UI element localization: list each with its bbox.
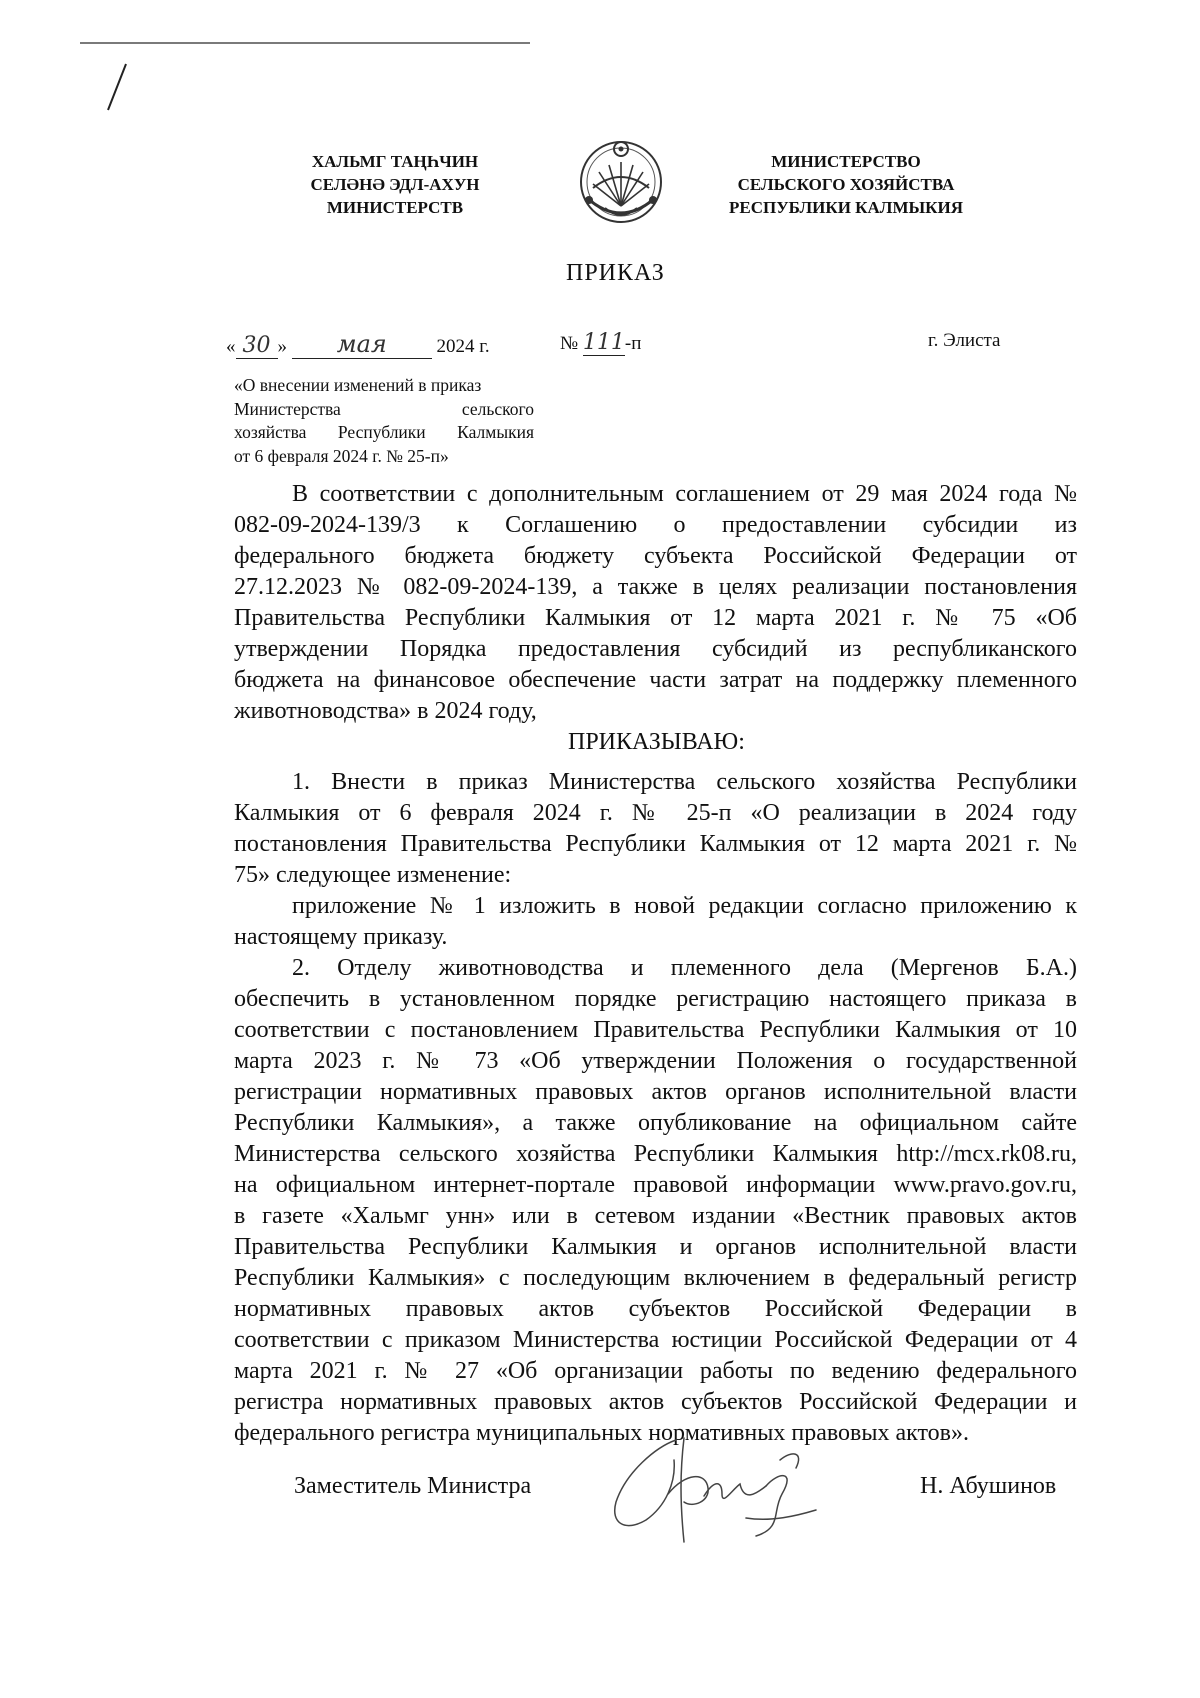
item1-line: 1. Внести в приказ Министерства сельского хозяйства Республики — [292, 769, 1077, 795]
signatory-name: Н. Абушинов — [920, 1473, 1057, 1499]
date-month: мая — [292, 330, 432, 359]
order-number — [560, 330, 641, 356]
preamble-line: 27.12.2023 № 082-09-2024-139, а также в целях реализации постановления — [234, 574, 1077, 600]
preamble-line: Правительства Республики Калмыкия от 12 марта 2021 г. № 75 «Об — [234, 605, 1077, 631]
city: г. Элиста — [928, 330, 1001, 351]
item2-line: регистра нормативных правовых актов субъектов Российской Федерации и — [234, 1389, 1077, 1415]
item2-line: марта 2023 г. № 73 «Об утверждении Положения о государственной — [234, 1048, 1077, 1074]
document-title: ПРИКАЗ — [566, 260, 665, 286]
letterhead-right — [726, 150, 966, 219]
item2-line: в газете «Хальмг унн» или в сетевом издании «Вестник правовых актов — [234, 1203, 1077, 1229]
letterhead-right-line: МИНИСТЕРСТВО — [771, 152, 921, 171]
item2-line: обеспечить в установленном порядке регистрацию настоящего приказа в — [234, 986, 1077, 1012]
item1-line: 75» следующее изменение: — [234, 862, 512, 888]
date-year: 2024 г. — [436, 336, 490, 357]
scan-edge-line — [80, 42, 530, 44]
item2-line: Республики Калмыкия» с последующим включением в федеральный регистр — [234, 1265, 1077, 1291]
preamble-line: утверждении Порядка предоставления субсидий из республиканского — [234, 636, 1077, 662]
subject-line: от 6 февраля 2024 г. № 25-п» — [234, 445, 449, 466]
item2-line: соответствии с постановлением Правительства Республики Калмыкия от 10 — [234, 1017, 1077, 1043]
letterhead-left-line: СЕЛӘНӘ ЭДЛ-АХУН — [310, 175, 480, 194]
subject-block — [234, 374, 534, 468]
date-quote: « — [226, 336, 236, 357]
item2-line: регистрации нормативных правовых актов органов исполнительной власти — [234, 1079, 1077, 1105]
date-line — [226, 330, 490, 359]
item2-line: федерального регистра муниципальных нормативных правовых актов». — [234, 1420, 969, 1446]
letterhead-right-line: РЕСПУБЛИКИ КАЛМЫКИЯ — [728, 198, 964, 217]
item1-line: приложение № 1 изложить в новой редакции согласно приложению к — [292, 893, 1077, 919]
number-suffix: -п — [624, 333, 642, 354]
item1-line: настоящему приказу. — [234, 924, 448, 950]
item2-line: соответствии с приказом Министерства юстиции Российской Федерации от 4 — [234, 1327, 1077, 1353]
pen-mark — [96, 62, 136, 112]
item2-line: марта 2021 г. № 27 «Об организации работы по ведению федерального — [234, 1358, 1077, 1384]
date-quote: » — [277, 336, 287, 357]
preamble-line: В соответствии с дополнительным соглашением от 29 мая 2024 года № — [292, 481, 1077, 507]
preamble-line: федерального бюджета бюджету субъекта Российской Федерации от — [234, 543, 1077, 569]
letterhead-left-line: ХАЛЬМГ ТАҢҺЧИН — [311, 152, 479, 171]
letterhead-right-line: СЕЛЬСКОГО ХОЗЯЙСТВА — [737, 175, 955, 194]
subject-line: хозяйства Республики Калмыкия — [234, 422, 534, 442]
item2-line: Министерства сельского хозяйства Республики Калмыкия http://mcx.rk08.ru, — [234, 1141, 1077, 1167]
letterhead-left — [290, 150, 500, 219]
number-value: 111 — [582, 330, 625, 355]
item2-line: Республики Калмыкия», а также опубликование на официальном сайте — [234, 1110, 1077, 1136]
item2-line: 2. Отделу животноводства и племенного дела (Мергенов Б.А.) — [292, 955, 1077, 981]
handwritten-signature — [596, 1432, 826, 1552]
subject-line: «О внесении изменений в приказ — [234, 375, 482, 395]
preamble-line: бюджета на финансовое обеспечение части затрат на поддержку племенного — [234, 667, 1077, 693]
date-day: 30 — [236, 333, 278, 359]
letterhead-left-line: МИНИСТЕРСТВ — [326, 198, 464, 217]
item2-line: Правительства Республики Калмыкия и органов исполнительной власти — [234, 1234, 1077, 1260]
coat-of-arms-emblem — [567, 136, 675, 232]
preamble-line: 082-09-2024-139/3 к Соглашению о предоставлении субсидии из — [234, 512, 1077, 538]
item1-line: Калмыкия от 6 февраля 2024 г. № 25-п «О реализации в 2024 году — [234, 800, 1077, 826]
item2-line: на официальном интернет-портале правовой информации www.pravo.gov.ru, — [234, 1172, 1077, 1198]
order-word: ПРИКАЗЫВАЮ: — [568, 729, 745, 755]
number-prefix: № — [560, 333, 579, 354]
item2-line: нормативных правовых актов субъектов Российской Федерации в — [234, 1296, 1077, 1322]
subject-line: Министерства сельского — [234, 398, 534, 419]
signatory-position: Заместитель Министра — [294, 1473, 532, 1499]
preamble-line: животноводства» в 2024 году, — [234, 698, 537, 724]
item1-line: постановления Правительства Республики Калмыкия от 12 марта 2021 г. № — [234, 831, 1077, 857]
